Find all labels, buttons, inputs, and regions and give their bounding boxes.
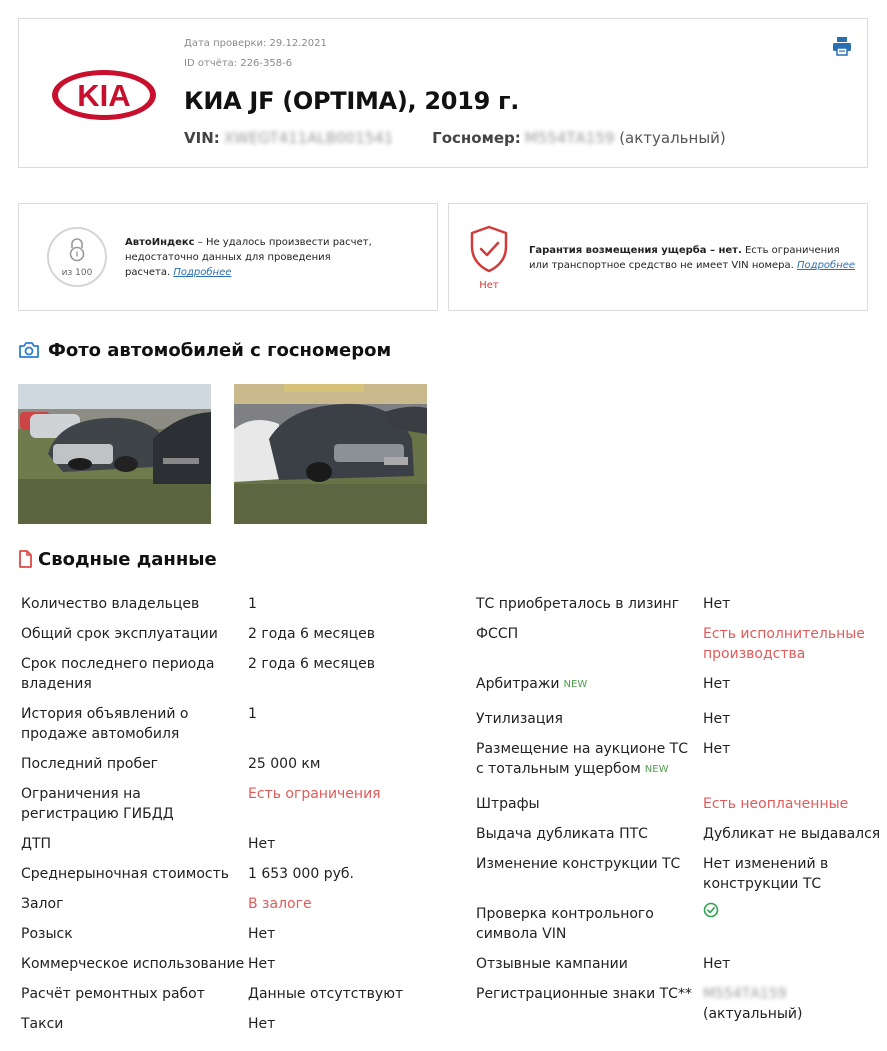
autoindex-score-label: из 100 xyxy=(61,268,93,278)
summary-label: Проверка контрольного символа VIN xyxy=(476,906,654,942)
summary-label: Розыск xyxy=(21,926,73,942)
autoindex-more-link[interactable]: Подробнее xyxy=(173,267,232,278)
plate-label: Госномер: xyxy=(432,129,521,147)
summary-value: Нет xyxy=(248,1016,276,1032)
summary-label: Отзывные кампании xyxy=(476,956,628,972)
summary-label: Выдача дубликата ПТС xyxy=(476,826,648,842)
summary-value: 2 года 6 месяцев xyxy=(248,656,376,672)
summary-value[interactable]: В залоге xyxy=(248,896,312,912)
plate-value: М554ТА159 xyxy=(524,129,615,147)
summary-value: 1 xyxy=(248,596,257,612)
guarantee-desc: Есть ограничения или транспортное средство не имеет VIN номера. xyxy=(529,245,840,271)
summary-value: Нет xyxy=(703,676,731,692)
check-circle-icon xyxy=(703,902,719,918)
summary-value: Нет xyxy=(703,741,731,757)
plate-value: М554ТА159 xyxy=(703,986,787,1002)
car-photo-image xyxy=(234,384,427,524)
summary-value: 1 xyxy=(248,706,257,722)
summary-label: Такси xyxy=(21,1016,64,1032)
summary-value[interactable]: Есть ограничения xyxy=(248,786,381,802)
summary-label: Штрафы xyxy=(476,796,540,812)
summary-heading xyxy=(18,549,217,570)
autoindex-gauge xyxy=(47,227,107,287)
summary-value: Нет изменений в конструкции ТС xyxy=(703,856,829,892)
new-badge: NEW xyxy=(563,679,588,690)
summary-value: Нет xyxy=(248,956,276,972)
summary-label: Последний пробег xyxy=(21,756,159,772)
lock-icon xyxy=(68,238,86,262)
summary-value: Данные отсутствуют xyxy=(248,986,404,1002)
summary-label: Утилизация xyxy=(476,711,563,727)
summary-value: 2 года 6 месяцев xyxy=(248,626,376,642)
summary-label: Количество владельцев xyxy=(21,596,200,612)
camera-icon xyxy=(18,341,40,359)
summary-label: Регистрационные знаки ТС** xyxy=(476,986,692,1002)
guarantee-text xyxy=(529,243,859,273)
new-badge: NEW xyxy=(644,764,669,775)
plates-value xyxy=(703,984,883,1024)
summary-value: Нет xyxy=(703,956,731,972)
plate-status: (актуальный) xyxy=(703,1006,803,1022)
summary-label: Арбитражи xyxy=(476,676,560,692)
page-title: КИА JF (OPTIMA), 2019 г. xyxy=(184,87,520,115)
summary-value: Нет xyxy=(248,926,276,942)
summary-label-row xyxy=(476,674,696,695)
summary-label: Среднерыночная стоимость xyxy=(21,866,230,882)
autoindex-text xyxy=(125,235,375,280)
report-id: ID отчёта: 226-358-6 xyxy=(184,58,293,69)
summary-label: История объявлений о продаже автомобиля xyxy=(21,706,189,742)
guarantee-title: Гарантия возмещения ущерба – нет. xyxy=(529,245,742,256)
summary-value: 25 000 км xyxy=(248,756,321,772)
summary-label: ФССП xyxy=(476,626,519,642)
kia-logo xyxy=(49,67,159,123)
check-date: Дата проверки: 29.12.2021 xyxy=(184,38,327,49)
vin-row xyxy=(184,129,726,147)
summary-value: Нет xyxy=(248,836,276,852)
photos-title: Фото автомобилей с госномером xyxy=(48,340,392,361)
summary-label: Срок последнего периода владения xyxy=(21,656,215,692)
vin-value: XWEGT411ALB001541 xyxy=(223,129,394,147)
autoindex-card xyxy=(18,203,438,311)
summary-label: Изменение конструкции ТС xyxy=(476,856,681,872)
document-icon xyxy=(18,550,32,568)
summary-label: ТС приобреталось в лизинг xyxy=(476,596,680,612)
summary-value: Нет xyxy=(703,596,731,612)
summary-value[interactable]: Есть неоплаченные xyxy=(703,796,849,812)
summary-value: Нет xyxy=(703,711,731,727)
guarantee-status: Нет xyxy=(479,280,499,291)
summary-value[interactable]: Есть исполнительные производства xyxy=(703,626,865,662)
shield-check-icon xyxy=(469,225,509,273)
summary-value: 1 653 000 руб. xyxy=(248,866,354,882)
autoindex-desc: – Не удалось произвести расчет, недостаточно данных для проведения расчета. xyxy=(125,237,372,278)
summary-value: Дубликат не выдавался xyxy=(703,826,881,842)
summary-label: Размещение на аукционе ТС с тотальным ущербом xyxy=(476,741,688,777)
summary-label: Ограничения на регистрацию ГИБДД xyxy=(21,786,174,822)
summary-label: Расчёт ремонтных работ xyxy=(21,986,205,1002)
photos-heading xyxy=(18,340,391,361)
summary-label: Залог xyxy=(21,896,64,912)
guarantee-more-link[interactable]: Подробнее xyxy=(797,260,856,271)
autoindex-title: АвтоИндекс xyxy=(125,237,195,248)
guarantee-card xyxy=(448,203,868,311)
summary-label: Общий срок эксплуатации xyxy=(21,626,218,642)
vin-label: VIN: xyxy=(184,129,220,147)
summary-label-row xyxy=(476,739,694,780)
print-icon[interactable] xyxy=(831,35,853,57)
logo-text: KIA xyxy=(77,78,131,113)
summary-label: ДТП xyxy=(21,836,52,852)
summary-label: Коммерческое использование xyxy=(21,956,245,972)
summary-title: Сводные данные xyxy=(38,549,217,570)
car-photo-image xyxy=(18,384,211,524)
plate-status: (актуальный) xyxy=(619,129,726,147)
car-photo-2[interactable] xyxy=(234,384,427,524)
report-header xyxy=(18,18,868,168)
vin-check-ok xyxy=(703,902,883,924)
car-photo-1[interactable] xyxy=(18,384,211,524)
